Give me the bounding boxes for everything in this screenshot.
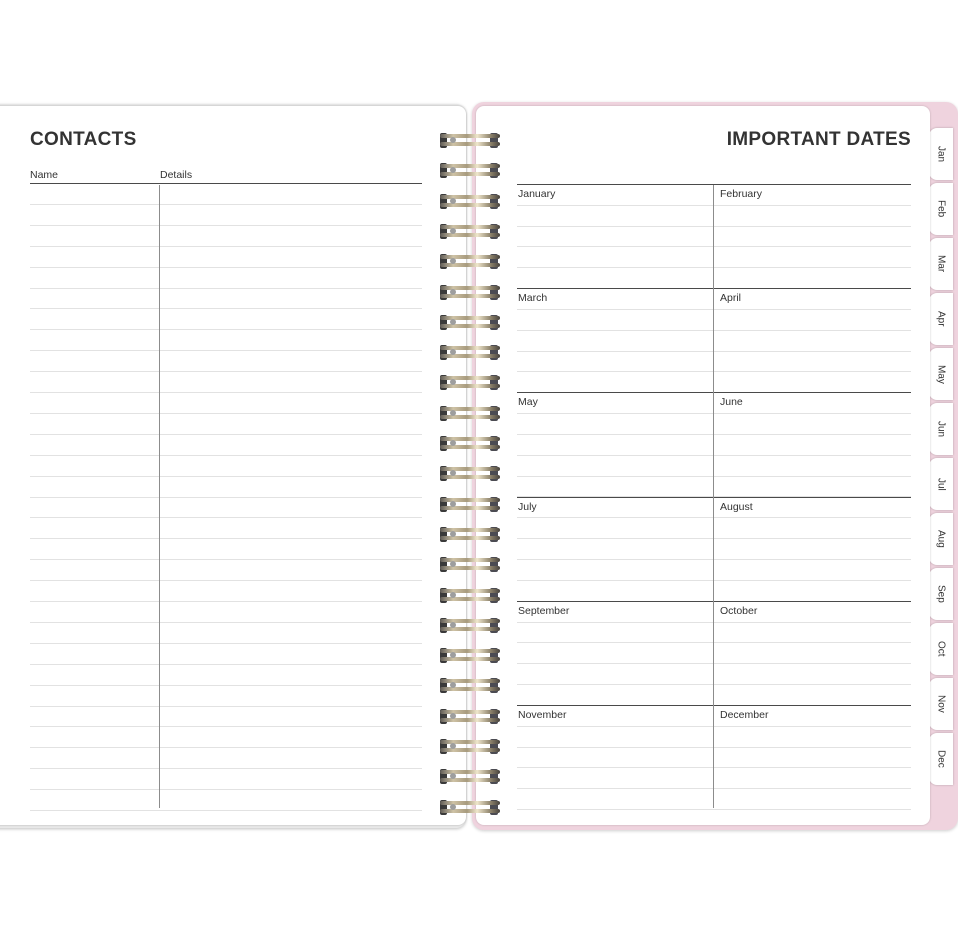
coil-part bbox=[440, 164, 500, 168]
coil-part bbox=[440, 627, 500, 631]
contact-row-line bbox=[30, 726, 422, 727]
month-block-rule bbox=[517, 601, 911, 602]
coil-part bbox=[440, 801, 500, 805]
coil-part bbox=[450, 622, 456, 628]
month-writing-line bbox=[517, 205, 911, 206]
contact-row-line bbox=[30, 789, 422, 790]
month-writing-line bbox=[517, 413, 911, 414]
coil-part bbox=[440, 566, 500, 570]
spiral-coil bbox=[440, 435, 500, 451]
month-block-rule bbox=[517, 392, 911, 393]
contact-row-line bbox=[30, 267, 422, 268]
coil-part bbox=[440, 263, 500, 267]
month-writing-line bbox=[517, 726, 911, 727]
spiral-coil bbox=[440, 526, 500, 542]
spiral-coil bbox=[440, 344, 500, 360]
coil-part bbox=[440, 589, 500, 593]
month-writing-line bbox=[517, 371, 911, 372]
coil-part bbox=[440, 445, 500, 449]
coil-part bbox=[440, 770, 500, 774]
coil-part bbox=[440, 528, 500, 532]
month-label-december: December bbox=[720, 709, 769, 721]
coil-part bbox=[450, 713, 456, 719]
coil-part bbox=[450, 319, 456, 325]
spiral-coil bbox=[440, 738, 500, 754]
coil-part bbox=[440, 195, 500, 199]
spiral-coil bbox=[440, 374, 500, 390]
month-writing-line bbox=[517, 246, 911, 247]
month-tab-label-nov: Nov bbox=[935, 695, 947, 713]
coil-part bbox=[440, 225, 500, 229]
month-writing-line bbox=[517, 267, 911, 268]
coil-part bbox=[440, 687, 500, 691]
contact-row-line bbox=[30, 497, 422, 498]
month-writing-line bbox=[517, 309, 911, 310]
coil-part bbox=[440, 718, 500, 722]
month-writing-line bbox=[517, 559, 911, 560]
coil-part bbox=[440, 354, 500, 358]
contact-row-line bbox=[30, 413, 422, 414]
month-tab-label-sep: Sep bbox=[935, 585, 947, 603]
month-tab-label-may: May bbox=[935, 364, 947, 384]
coil-part bbox=[440, 558, 500, 562]
month-writing-line bbox=[517, 767, 911, 768]
month-label-july: July bbox=[518, 500, 537, 513]
spiral-coil bbox=[440, 405, 500, 421]
spiral-coil bbox=[440, 677, 500, 693]
month-writing-line bbox=[517, 809, 911, 810]
spiral-coil bbox=[440, 314, 500, 330]
coil-part bbox=[450, 289, 456, 295]
month-tab-label-aug: Aug bbox=[935, 530, 947, 548]
month-writing-line bbox=[517, 663, 911, 664]
coil-part bbox=[440, 748, 500, 752]
contact-row-line bbox=[30, 455, 422, 456]
coil-part bbox=[440, 740, 500, 744]
coil-part bbox=[450, 531, 456, 537]
coil-part bbox=[450, 228, 456, 234]
contact-row-line bbox=[30, 308, 422, 309]
coil-part bbox=[450, 592, 456, 598]
coil-part bbox=[450, 198, 456, 204]
spiral-coil bbox=[440, 799, 500, 815]
coil-part bbox=[440, 710, 500, 714]
month-label-august: August bbox=[720, 500, 753, 513]
coil-part bbox=[440, 324, 500, 328]
contact-row-line bbox=[30, 810, 422, 811]
contact-row-line bbox=[30, 434, 422, 435]
month-writing-line bbox=[517, 788, 911, 789]
coil-part bbox=[440, 467, 500, 471]
month-writing-line bbox=[517, 580, 911, 581]
month-block-rule bbox=[517, 184, 911, 185]
spiral-coil bbox=[440, 465, 500, 481]
month-tab-label-jan: Jan bbox=[935, 145, 947, 163]
coil-part bbox=[440, 619, 500, 623]
month-writing-line bbox=[517, 517, 911, 518]
coil-part bbox=[450, 743, 456, 749]
contact-row-line bbox=[30, 204, 422, 205]
name-column-header: Name bbox=[30, 169, 59, 181]
contacts-column-divider bbox=[159, 185, 160, 808]
month-tab-label-apr: Apr bbox=[935, 311, 947, 327]
month-tab-label-mar: Mar bbox=[935, 255, 947, 273]
coil-part bbox=[440, 142, 500, 146]
spiral-coil bbox=[440, 223, 500, 239]
important-dates-title: IMPORTANT DATES bbox=[726, 129, 911, 150]
coil-part bbox=[440, 506, 500, 510]
coil-part bbox=[450, 137, 456, 143]
contact-row-line bbox=[30, 559, 422, 560]
month-writing-line bbox=[517, 476, 911, 477]
month-block-rule bbox=[517, 288, 911, 289]
month-writing-line bbox=[517, 684, 911, 685]
month-label-january: January bbox=[518, 188, 556, 200]
coil-part bbox=[440, 203, 500, 207]
coil-part bbox=[450, 501, 456, 507]
coil-part bbox=[440, 407, 500, 411]
spiral-coil bbox=[440, 253, 500, 269]
contact-row-line bbox=[30, 392, 422, 393]
coil-part bbox=[440, 286, 500, 290]
spiral-coil bbox=[440, 132, 500, 148]
details-column-header: Details bbox=[160, 169, 193, 181]
coil-part bbox=[440, 233, 500, 237]
month-writing-line bbox=[517, 622, 911, 623]
coil-part bbox=[440, 657, 500, 661]
coil-part bbox=[440, 415, 500, 419]
coil-part bbox=[440, 649, 500, 653]
coil-part bbox=[450, 804, 456, 810]
month-label-february: February bbox=[720, 188, 763, 200]
month-tab-label-oct: Oct bbox=[935, 641, 947, 657]
month-block-rule bbox=[517, 497, 911, 498]
spiral-coil bbox=[440, 193, 500, 209]
spiral-coil bbox=[440, 617, 500, 633]
contact-row-line bbox=[30, 643, 422, 644]
spiral-coil bbox=[440, 587, 500, 603]
month-label-march: March bbox=[518, 292, 548, 305]
month-writing-line bbox=[517, 747, 911, 748]
month-tab-label-dec: Dec bbox=[935, 750, 947, 768]
spiral-coil bbox=[440, 162, 500, 178]
contact-row-line bbox=[30, 225, 422, 226]
contacts-page bbox=[0, 106, 466, 825]
coil-part bbox=[440, 679, 500, 683]
contact-row-line bbox=[30, 288, 422, 289]
contact-row-line bbox=[30, 747, 422, 748]
dates-column-divider bbox=[713, 185, 714, 808]
spiral-coil bbox=[440, 556, 500, 572]
month-tab-label-feb: Feb bbox=[935, 200, 947, 218]
coil-part bbox=[440, 294, 500, 298]
month-label-june: June bbox=[720, 396, 743, 409]
month-label-april: April bbox=[720, 292, 742, 305]
coil-part bbox=[440, 498, 500, 502]
coil-part bbox=[440, 475, 500, 479]
spiral-coil bbox=[440, 768, 500, 784]
spiral-coil bbox=[440, 284, 500, 300]
contact-row-line bbox=[30, 768, 422, 769]
month-writing-line bbox=[517, 330, 911, 331]
contact-row-line bbox=[30, 622, 422, 623]
month-label-october: October bbox=[720, 604, 758, 617]
spiral-coil bbox=[440, 647, 500, 663]
coil-part bbox=[440, 536, 500, 540]
month-writing-line bbox=[517, 434, 911, 435]
contact-row-line bbox=[30, 371, 422, 372]
month-writing-line bbox=[517, 642, 911, 643]
coil-part bbox=[440, 809, 500, 813]
month-label-may: May bbox=[518, 396, 538, 409]
contacts-title: CONTACTS bbox=[30, 129, 137, 150]
spiral-coil bbox=[440, 496, 500, 512]
contact-row-line bbox=[30, 685, 422, 686]
month-tab-label-jul: Jul bbox=[935, 477, 947, 491]
coil-part bbox=[440, 597, 500, 601]
month-label-september: September bbox=[518, 604, 570, 617]
coil-part bbox=[440, 384, 500, 388]
coil-part bbox=[440, 778, 500, 782]
contact-row-line bbox=[30, 706, 422, 707]
coil-part bbox=[450, 440, 456, 446]
coil-part bbox=[450, 410, 456, 416]
month-tab-label-jun: Jun bbox=[935, 420, 947, 438]
coil-part bbox=[440, 437, 500, 441]
contact-row-line bbox=[30, 517, 422, 518]
coil-part bbox=[440, 316, 500, 320]
contact-row-line bbox=[30, 601, 422, 602]
month-writing-line bbox=[517, 538, 911, 539]
coil-part bbox=[440, 172, 500, 176]
contact-row-line bbox=[30, 580, 422, 581]
contact-row-line bbox=[30, 246, 422, 247]
coil-part bbox=[440, 134, 500, 138]
contact-row-line bbox=[30, 664, 422, 665]
coil-part bbox=[440, 346, 500, 350]
contact-row-line bbox=[30, 329, 422, 330]
contacts-header-rule bbox=[30, 183, 422, 184]
contact-row-line bbox=[30, 476, 422, 477]
month-writing-line bbox=[517, 351, 911, 352]
coil-part bbox=[440, 376, 500, 380]
month-writing-line bbox=[517, 455, 911, 456]
month-label-november: November bbox=[518, 709, 567, 721]
month-block-rule bbox=[517, 705, 911, 706]
spiral-coil bbox=[440, 708, 500, 724]
coil-part bbox=[440, 255, 500, 259]
contact-row-line bbox=[30, 538, 422, 539]
month-writing-line bbox=[517, 226, 911, 227]
contact-row-line bbox=[30, 350, 422, 351]
